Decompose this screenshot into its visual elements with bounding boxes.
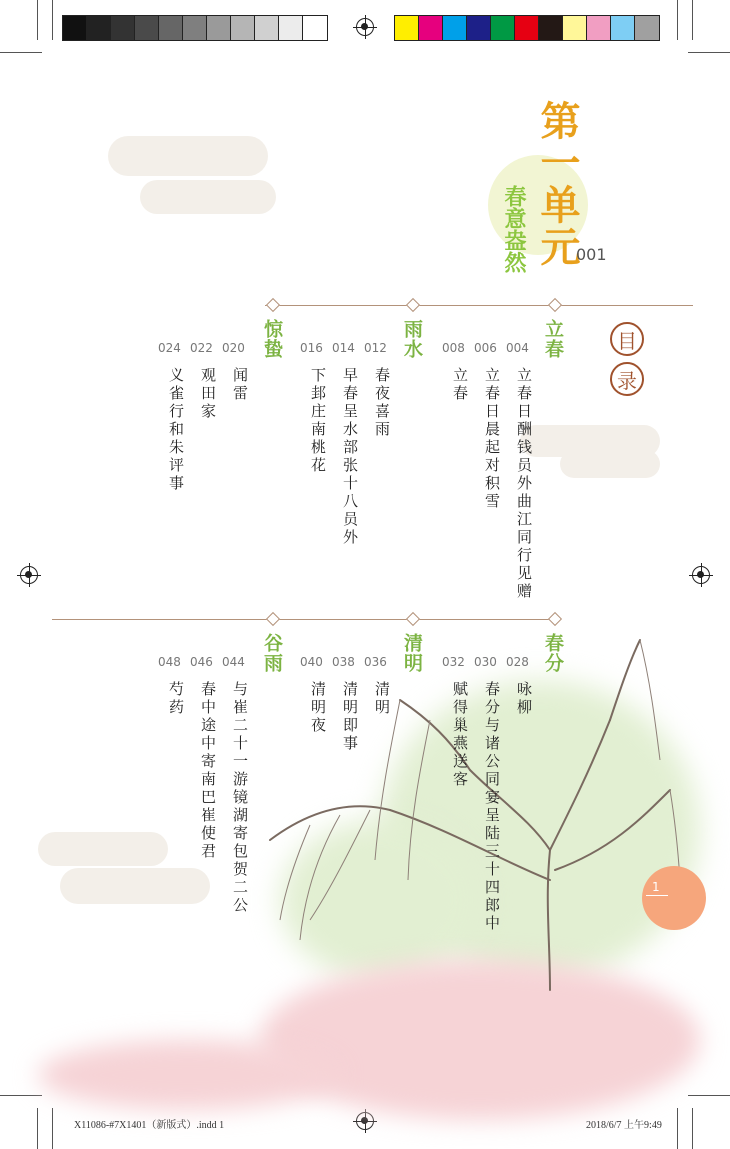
toc-entry-page[interactable]: 028 [506, 655, 529, 669]
toc-entry-title[interactable]: 下邽庄南桃花 [309, 367, 327, 475]
crop-mark [677, 0, 678, 40]
calibration-swatch [111, 16, 135, 40]
solar-term-heading: 惊蛰 [261, 319, 283, 359]
toc-entry-title[interactable]: 春分与诸公同宴呈陆三十四郎中 [483, 681, 501, 933]
solar-term-heading: 立春 [542, 319, 564, 359]
toc-entry-page[interactable]: 022 [190, 341, 213, 355]
toc-label-char: 目 [610, 322, 644, 356]
folio-underline [646, 895, 668, 896]
toc-entry-title[interactable]: 春夜喜雨 [373, 367, 391, 439]
cloud-decoration [60, 868, 210, 904]
timeline-bottom [52, 619, 560, 620]
crop-mark [692, 0, 693, 40]
crop-mark [677, 1108, 678, 1149]
crop-mark [37, 0, 38, 40]
toc-entry-page[interactable]: 012 [364, 341, 387, 355]
unit-subtitle: 春意盎然 [501, 185, 527, 273]
crop-mark [52, 1108, 53, 1149]
toc-entry-title[interactable]: 清明即事 [341, 681, 359, 753]
calibration-swatch [467, 16, 491, 40]
calibration-swatch [231, 16, 255, 40]
toc-entry-page[interactable]: 006 [474, 341, 497, 355]
timeline-node-icon [266, 298, 280, 312]
painting-blossom [38, 1040, 338, 1110]
calibration-swatch [63, 16, 87, 40]
registration-mark-icon [356, 18, 374, 36]
toc-entry-title[interactable]: 咏柳 [515, 681, 533, 717]
unit-title: 第一单元 [534, 100, 581, 268]
calibration-swatch [207, 16, 231, 40]
toc-entry-title[interactable]: 赋得巢燕送客 [451, 681, 469, 789]
toc-entry-page[interactable]: 020 [222, 341, 245, 355]
timeline-node-icon [548, 298, 562, 312]
calibration-swatch [135, 16, 159, 40]
cloud-decoration [140, 180, 276, 214]
calibration-swatch [635, 16, 659, 40]
folio-number: 1 [652, 880, 660, 894]
calibration-swatch [587, 16, 611, 40]
calibration-swatch [515, 16, 539, 40]
toc-entry-page[interactable]: 032 [442, 655, 465, 669]
cloud-decoration [108, 136, 268, 176]
calibration-swatch [419, 16, 443, 40]
solar-term-heading: 清明 [401, 633, 423, 673]
solar-term-heading: 雨水 [401, 319, 423, 359]
toc-entry-title[interactable]: 清明夜 [309, 681, 327, 735]
toc-entry-page[interactable]: 024 [158, 341, 181, 355]
calibration-swatch [87, 16, 111, 40]
calibration-swatch [611, 16, 635, 40]
toc-entry-title[interactable]: 与崔二十一游镜湖寄包贺二公 [231, 681, 249, 915]
toc-entry-title[interactable]: 义雀行和朱评事 [167, 367, 185, 493]
color-calibration-bar [394, 15, 660, 41]
solar-term-heading: 春分 [542, 633, 564, 673]
slug-left: X11086-#7X1401（新版式）.indd 1 [74, 1120, 225, 1131]
calibration-swatch [563, 16, 587, 40]
toc-entry-page[interactable]: 044 [222, 655, 245, 669]
unit-page-number: 001 [576, 245, 607, 264]
calibration-swatch [491, 16, 515, 40]
toc-entry-page[interactable]: 004 [506, 341, 529, 355]
calibration-swatch [395, 16, 419, 40]
grayscale-calibration-bar [62, 15, 328, 41]
toc-entry-title[interactable]: 观田家 [199, 367, 217, 421]
crop-mark [688, 52, 730, 53]
toc-entry-page[interactable]: 046 [190, 655, 213, 669]
toc-entry-title[interactable]: 早春呈水部张十八员外 [341, 367, 359, 547]
toc-entry-title[interactable]: 立春 [451, 367, 469, 403]
registration-mark-icon [692, 566, 710, 584]
timeline-node-icon [406, 298, 420, 312]
crop-mark [692, 1108, 693, 1149]
toc-label-char: 录 [610, 362, 644, 396]
calibration-swatch [255, 16, 279, 40]
toc-entry-page[interactable]: 008 [442, 341, 465, 355]
crop-mark [52, 0, 53, 40]
cloud-decoration [38, 832, 168, 866]
toc-entry-page[interactable]: 036 [364, 655, 387, 669]
crop-mark [0, 1095, 42, 1096]
toc-entry-page[interactable]: 030 [474, 655, 497, 669]
toc-entry-page[interactable]: 038 [332, 655, 355, 669]
toc-entry-page[interactable]: 040 [300, 655, 323, 669]
toc-entry-page[interactable]: 048 [158, 655, 181, 669]
toc-entry-title[interactable]: 清明 [373, 681, 391, 717]
registration-mark-icon [356, 1112, 374, 1130]
toc-entry-title[interactable]: 闻雷 [231, 367, 249, 403]
toc-entry-page[interactable]: 016 [300, 341, 323, 355]
willow-tree-drawing [250, 620, 690, 1000]
calibration-swatch [183, 16, 207, 40]
crop-mark [688, 1095, 730, 1096]
toc-entry-page[interactable]: 014 [332, 341, 355, 355]
calibration-swatch [443, 16, 467, 40]
crop-mark [0, 52, 42, 53]
calibration-swatch [303, 16, 327, 40]
cloud-decoration [560, 450, 660, 478]
toc-entry-title[interactable]: 芍药 [167, 681, 185, 717]
calibration-swatch [539, 16, 563, 40]
timeline-top [265, 305, 693, 306]
solar-term-heading: 谷雨 [261, 633, 283, 673]
crop-mark [37, 1108, 38, 1149]
slug-right: 2018/6/7 上午9:49 [586, 1120, 662, 1131]
calibration-swatch [159, 16, 183, 40]
registration-mark-icon [20, 566, 38, 584]
folio-badge [642, 866, 706, 930]
toc-entry-title[interactable]: 立春日酬钱员外曲江同行见赠 [515, 367, 533, 601]
calibration-swatch [279, 16, 303, 40]
toc-entry-title[interactable]: 春中途中寄南巴崔使君 [199, 681, 217, 861]
toc-entry-title[interactable]: 立春日晨起对积雪 [483, 367, 501, 511]
